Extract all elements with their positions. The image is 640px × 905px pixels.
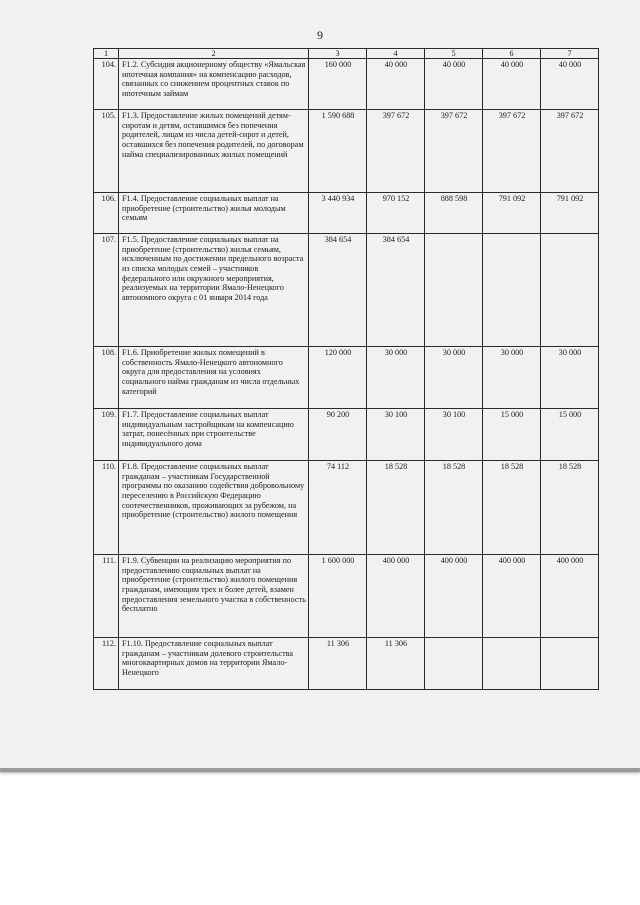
- value-total: 1 600 000: [309, 555, 367, 638]
- column-header: 1: [94, 49, 119, 59]
- value-year-3: 30 000: [483, 347, 541, 409]
- row-description: F1.5. Предоставление социальных выплат на приобретение (строительство) жилья семьям, исключенным по достижении предельного возраста из списка молодых семей – участников федерального или окружного мероприятия, реализуемых на территории Ямало-Ненецкого автономного округа с 01 января 2014 года: [119, 234, 309, 347]
- row-number: 104.: [94, 59, 119, 110]
- row-description: F1.4. Предоставление социальных выплат на приобретение (строительство) жилья молодым семьям: [119, 193, 309, 234]
- row-number: 106.: [94, 193, 119, 234]
- table-row: [94, 110, 599, 193]
- value-year-2: 397 672: [425, 110, 483, 193]
- table-row: [94, 555, 599, 638]
- column-header: 5: [425, 49, 483, 59]
- value-year-3: 18 528: [483, 461, 541, 555]
- value-year-2: 888 598: [425, 193, 483, 234]
- table-row: [94, 59, 599, 110]
- value-year-1: 11 306: [367, 638, 425, 690]
- value-year-4: 30 000: [541, 347, 599, 409]
- column-header: 4: [367, 49, 425, 59]
- value-year-3: 40 000: [483, 59, 541, 110]
- row-number: 105.: [94, 110, 119, 193]
- value-year-2: [425, 638, 483, 690]
- value-year-4: 18 528: [541, 461, 599, 555]
- value-total: 3 440 934: [309, 193, 367, 234]
- column-header: 6: [483, 49, 541, 59]
- value-year-2: 18 528: [425, 461, 483, 555]
- value-year-1: 30 000: [367, 347, 425, 409]
- column-header: 7: [541, 49, 599, 59]
- value-year-3: 791 092: [483, 193, 541, 234]
- value-total: 74 112: [309, 461, 367, 555]
- row-number: 111.: [94, 555, 119, 638]
- value-year-4: 40 000: [541, 59, 599, 110]
- table-row: [94, 638, 599, 690]
- value-year-1: 397 672: [367, 110, 425, 193]
- value-year-4: [541, 638, 599, 690]
- value-year-3: 397 672: [483, 110, 541, 193]
- row-number: 112.: [94, 638, 119, 690]
- page-number: 9: [317, 28, 323, 42]
- value-year-3: [483, 638, 541, 690]
- value-year-1: 400 000: [367, 555, 425, 638]
- value-year-2: 30 000: [425, 347, 483, 409]
- value-year-3: [483, 234, 541, 347]
- value-total: 1 590 688: [309, 110, 367, 193]
- row-description: F1.2. Субсидия акционерному обществу «Ямальская ипотечная компания» на компенсацию расходов, связанных со снижением процентных ставок по ипотечным займам: [119, 59, 309, 110]
- table-row: [94, 193, 599, 234]
- value-year-4: 15 000: [541, 409, 599, 461]
- value-year-2: 400 000: [425, 555, 483, 638]
- row-number: 110.: [94, 461, 119, 555]
- value-year-1: 384 654: [367, 234, 425, 347]
- column-header: 3: [309, 49, 367, 59]
- value-year-3: 400 000: [483, 555, 541, 638]
- table-row: [94, 347, 599, 409]
- row-number: 108.: [94, 347, 119, 409]
- value-year-4: [541, 234, 599, 347]
- value-year-1: 30 100: [367, 409, 425, 461]
- value-year-2: [425, 234, 483, 347]
- header-row: [94, 49, 599, 59]
- value-year-4: 397 672: [541, 110, 599, 193]
- table-row: [94, 234, 599, 347]
- row-description: F1.9. Субвенции на реализацию мероприятия по предоставлению социальных выплат на приобретение (строительство) жилого помещения гражданам, имеющим трех и более детей, взамен предоставления земельного участка в собственность бесплатно: [119, 555, 309, 638]
- budget-table: [93, 48, 599, 690]
- row-description: F1.3. Предоставление жилых помещений детям-сиротам и детям, оставшимся без попечения родителей, лицам из числа детей-сирот и детей, оставшихся без попечения родителей, по договорам найма специализированных жилых помещений: [119, 110, 309, 193]
- value-total: 160 000: [309, 59, 367, 110]
- value-total: 120 000: [309, 347, 367, 409]
- row-description: F1.6. Приобретение жилых помещений в собственность Ямало-Ненецкого автономного округа для предоставления на условиях социального найма гражданам из числа отдельных категорий: [119, 347, 309, 409]
- value-year-4: 791 092: [541, 193, 599, 234]
- row-description: F1.7. Предоставление социальных выплат индивидуальным застройщикам на компенсацию затрат, понесённых при строительстве индивидуального дома: [119, 409, 309, 461]
- row-number: 109.: [94, 409, 119, 461]
- value-year-4: 400 000: [541, 555, 599, 638]
- value-total: 384 654: [309, 234, 367, 347]
- column-header: 2: [119, 49, 309, 59]
- table-row: [94, 409, 599, 461]
- value-year-1: 40 000: [367, 59, 425, 110]
- row-description: F1.8. Предоставление социальных выплат гражданам – участникам Государственной программы по оказанию содействия добровольному переселению в Российскую Федерацию соотечественников, проживающих за рубежом, на приобретение (строительство) жилого помещения: [119, 461, 309, 555]
- value-total: 11 306: [309, 638, 367, 690]
- value-year-1: 18 528: [367, 461, 425, 555]
- value-year-2: 40 000: [425, 59, 483, 110]
- value-year-1: 970 152: [367, 193, 425, 234]
- value-year-2: 30 100: [425, 409, 483, 461]
- value-total: 90 200: [309, 409, 367, 461]
- table-row: [94, 461, 599, 555]
- value-year-3: 15 000: [483, 409, 541, 461]
- row-description: F1.10. Предоставление социальных выплат гражданам – участникам долевого строительства многоквартирных домов на территории Ямало-Ненецкого: [119, 638, 309, 690]
- row-number: 107.: [94, 234, 119, 347]
